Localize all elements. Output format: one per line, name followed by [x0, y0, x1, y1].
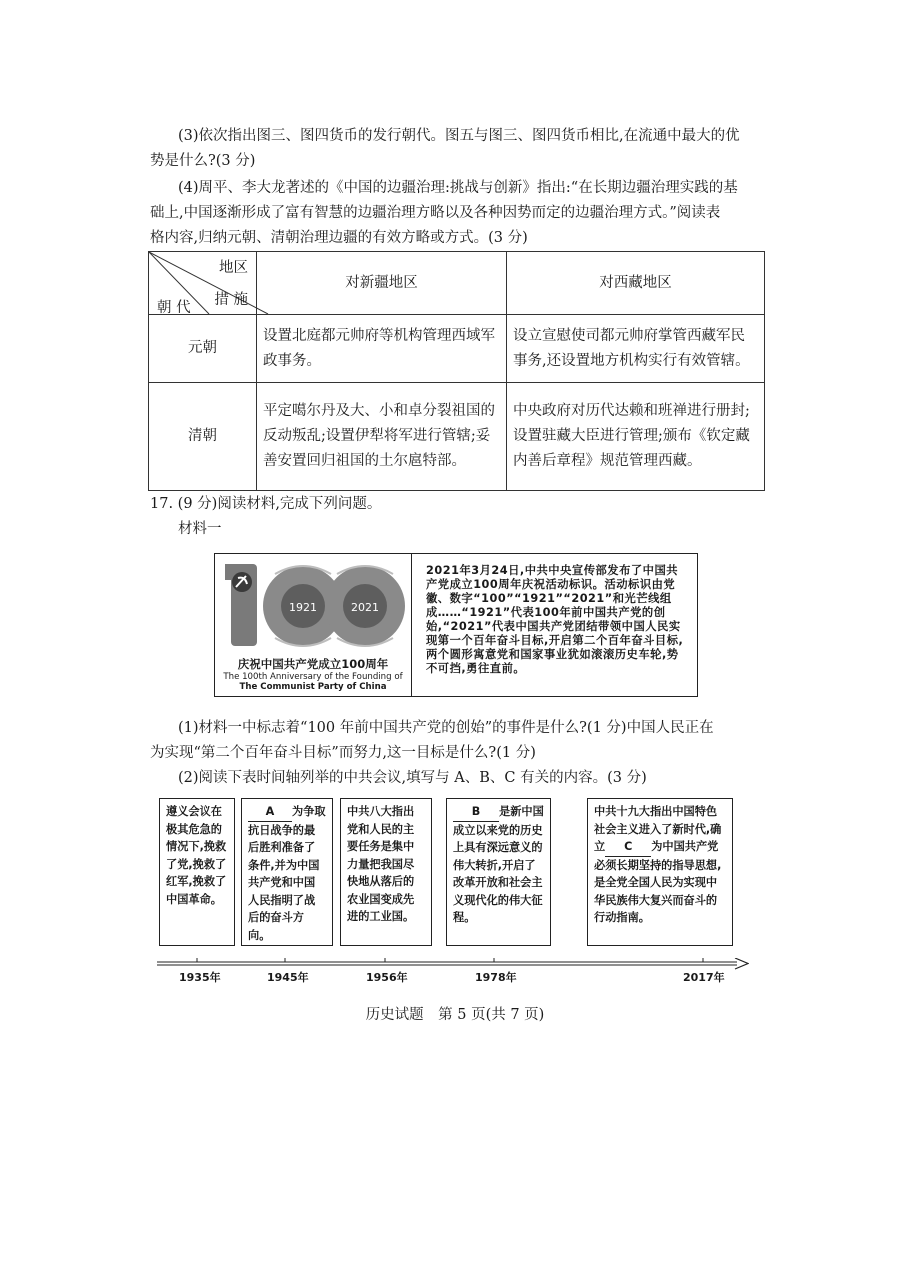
q3-line2: 势是什么?(3 分) — [150, 153, 256, 169]
logo-year-right: 2021 — [351, 601, 379, 614]
col-header-xinjiang: 对新疆地区 — [257, 252, 507, 315]
box-pre-text: 中共十九大指出中国特色社会主义进入了新时代,确立 — [594, 805, 722, 853]
year-label: 2017年 — [683, 971, 725, 984]
sub1-line1: (1)材料一中标志着“100 年前中国共产党的创始”的事件是什么?(1 分)中国人民正在 — [178, 720, 714, 736]
page-footer: 历史试题 第 5 页(共 7 页) — [365, 1007, 545, 1023]
row-dynasty: 清朝 — [149, 383, 257, 491]
sub2-text: (2)阅读下表时间轴列举的中共会议,填写与 A、B、C 有关的内容。(3 分) — [178, 770, 647, 786]
year-label: 1956年 — [366, 971, 408, 984]
logo-caption-cn: 庆祝中国共产党成立100周年 — [237, 657, 389, 671]
table-corner-cell — [149, 252, 257, 315]
timeline-box-1956 — [340, 798, 432, 946]
row-dynasty: 元朝 — [149, 315, 257, 383]
timeline-box-1978 — [446, 798, 551, 946]
table-header-row — [149, 252, 765, 315]
row-xinjiang: 设置北庭都元帅府等机构管理西域军政事务。 — [257, 315, 507, 383]
timeline-box-2017 — [587, 798, 733, 946]
timeline-box-1945 — [241, 798, 333, 946]
box-text: 是新中国成立以来党的历史上具有深远意义的伟大转折,开启了改革开放和社会主义现代化的伟大征程。 — [453, 805, 544, 924]
box-text: 为争取抗日战争的最后胜利准备了条件,并为中国共产党和中国人民指明了战后的奋斗方向。 — [248, 805, 326, 942]
q3-line1: (3)依次指出图三、图四货币的发行朝代。图五与图三、图四货币相比,在流通中最大的优 — [178, 128, 740, 144]
year-label: 1935年 — [179, 971, 221, 984]
material1-text: 2021年3月24日,中共中央宣传部发布了中国共产党成立100周年庆祝活动标识。活动标识由党徽、数字“100”“1921”“2021”和光芒线组成……“1921”代表100年前中国共产党的创始,“2021”代表中国共产党团结带领中国人民实现第一个百年奋斗目标,开启第二个百年奋斗目标,两个圆形寓意党和国家事业犹如滚滚历史车轮,势不可挡,勇往直前。 — [426, 564, 684, 675]
box-text: 中共八大指出党和人民的主要任务是集中力量把我国尽快地从落后的农业国变成先进的工业国。 — [347, 805, 415, 923]
q4-line2: 础上,中国逐渐形成了富有智慧的边疆治理方略以及各种因势而定的边疆治理方式。”阅读表 — [150, 205, 721, 221]
corner-measure-label: 措 施 — [214, 292, 248, 308]
year-label: 1978年 — [475, 971, 517, 984]
year-label: 1945年 — [267, 971, 309, 984]
table-row — [149, 315, 765, 383]
row-tibet: 设立宣慰使司都元帅府掌管西藏军民事务,还设置地方机构实行有效管辖。 — [507, 315, 765, 383]
material1-figure — [214, 553, 698, 697]
table-row — [149, 383, 765, 491]
row-tibet: 中央政府对历代达赖和班禅进行册封;设置驻藏大臣进行管理;颁布《钦定藏内善后章程》规范管理西藏。 — [507, 383, 765, 491]
timeline-box-1935 — [159, 798, 235, 946]
logo-year-left: 1921 — [289, 601, 317, 614]
box-text: 遵义会议在极其危急的情况下,挽救了党,挽救了红军,挽救了中国革命。 — [166, 805, 227, 906]
col-header-tibet: 对西藏地区 — [507, 252, 765, 315]
box-text: 为中国共产党必须长期坚持的指导思想,是全党全国人民为实现中华民族伟大复兴而奋斗的行动指南。 — [594, 840, 722, 924]
logo-graphic — [215, 554, 411, 654]
q17-title: 17. (9 分)阅读材料,完成下列问题。 — [150, 496, 382, 512]
material1-label: 材料一 — [178, 521, 222, 537]
q4-line1: (4)周平、李大龙著述的《中国的边疆治理:挑战与创新》指出:“在长期边疆治理实践的基 — [178, 180, 738, 196]
blank-c: C — [605, 838, 651, 857]
logo-caption-en-1: The 100th Anniversary of the Founding of — [223, 672, 403, 682]
corner-region-label: 地区 — [219, 260, 248, 276]
centenary-logo — [215, 554, 412, 696]
logo-caption-en-2: The Communist Party of China — [239, 682, 387, 692]
blank-b: B — [453, 803, 499, 822]
q4-line3: 格内容,归纳元朝、清朝治理边疆的有效方略或方式。(3 分) — [150, 230, 528, 246]
timeline-axis — [157, 958, 749, 970]
sub1-line2: 为实现“第二个百年奋斗目标”而努力,这一目标是什么?(1 分) — [150, 745, 536, 761]
row-xinjiang: 平定噶尔丹及大、小和卓分裂祖国的反动叛乱;设置伊犁将军进行管辖;妥善安置回归祖国的土尔扈特部。 — [257, 383, 507, 491]
corner-dynasty-label: 朝 代 — [157, 300, 191, 316]
blank-a: A — [248, 803, 292, 822]
governance-table — [148, 251, 765, 491]
